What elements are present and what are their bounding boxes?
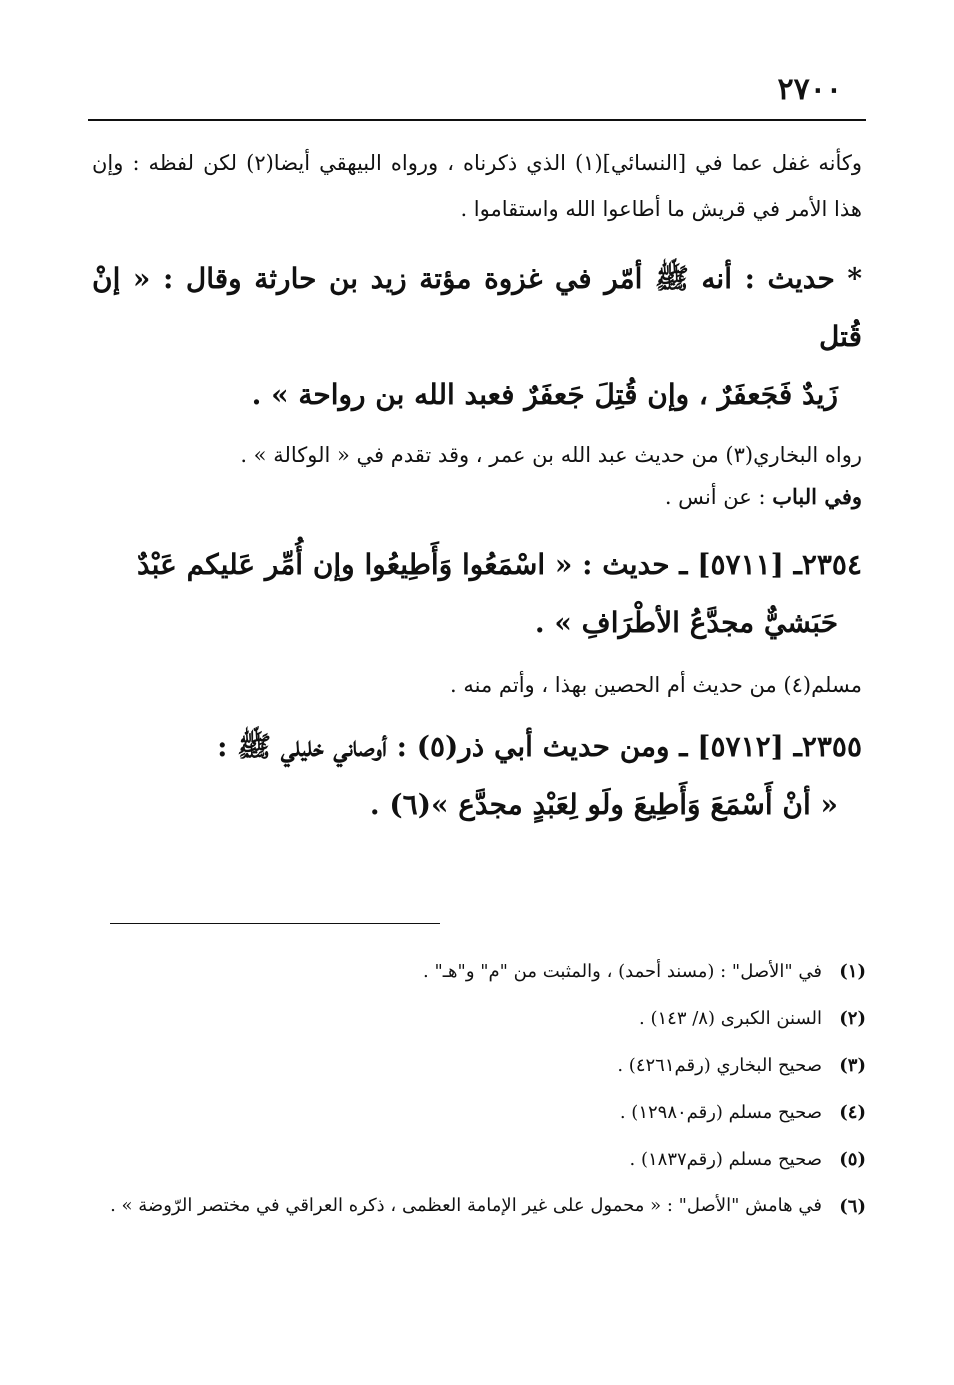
paragraph-bukhari: رواه البخاري(٣) من حديث عبد الله بن عمر ، وقد تقدم في « الوكالة » . — [240, 443, 862, 467]
footnote-number: (٥) — [839, 1149, 866, 1170]
footnote-1 — [96, 948, 866, 995]
footnote-number: (١) — [839, 961, 866, 982]
footnote-4 — [96, 1089, 866, 1136]
footnote-number: (٤) — [839, 1102, 866, 1123]
footnote-text: في هامش "الأصل" : « محمول على غير الإمامة العظمى ، ذكره العراقي في مختصر الرّوضة » . — [110, 1195, 822, 1216]
paragraph-muslim: مسلم(٤) من حديث أم الحصين بهذا ، وأتم منه . — [450, 673, 862, 697]
hadith-2354-line2: حَبَشيٌّ مجدَّعُ الأطْرَافِ » . — [534, 606, 838, 639]
footnote-2 — [96, 995, 866, 1042]
hadith-mutah — [92, 250, 862, 424]
page-number: ٢٧٠٠ — [777, 72, 842, 107]
hadith-mutah-line1: * حديث : أنه ﷺ أمّر في غزوة مؤتة زيد بن حارثة وقال : « إنْ قُتل — [92, 262, 862, 353]
paragraph-bab — [92, 476, 862, 518]
footnotes — [96, 948, 866, 1230]
hadith-2354-line1: ٢٣٥٤ـ [٥٧١١] ـ حديث : « اسْمَعُوا وَأَطِيعُوا وإن أُمِّر عَليكم عَبْدٌ — [136, 548, 862, 581]
hadith-2354 — [92, 536, 862, 652]
header-rule — [88, 119, 866, 121]
footnote-6 — [96, 1183, 866, 1230]
hadith-mutah-line2: زَيدٌ فَجَعفَرٌ ، وإن قُتِلَ جَعفَرٌ فعبد الله بن رواحة » . — [251, 378, 838, 411]
footnote-text: في "الأصل" : (مسند أحمد) ، والمثبت من "م" و"هـ" . — [423, 961, 822, 982]
bab-label: وفي الباب — [772, 484, 862, 509]
footnote-number: (٢) — [839, 1008, 866, 1029]
footnote-number: (٣) — [839, 1055, 866, 1076]
bab-text: : عن أنس . — [664, 485, 766, 509]
hadith-2355 — [92, 718, 862, 834]
footnote-rule — [110, 923, 440, 924]
footnote-text: صحيح مسلم (رقم١٨٣٧) . — [629, 1149, 822, 1170]
footnote-text: صحيح البخاري (رقم٤٢٦١) . — [617, 1055, 822, 1076]
hadith-2355-line2: « أنْ أَسْمَعَ وَأَطِيعَ ولَو لِعَبْدٍ مجدَّع »(٦) . — [369, 788, 838, 821]
footnote-number: (٦) — [839, 1196, 866, 1217]
footnote-5 — [96, 1136, 866, 1183]
footnote-3 — [96, 1042, 866, 1089]
footnote-text: السنن الكبرى (٨/ ١٤٣) . — [639, 1008, 822, 1029]
main-content — [92, 140, 862, 834]
paragraph-intro: وكأنه غفل عما في [النسائي](١) الذي ذكرناه ، ورواه البيهقي أيضا(٢) لكن لفظه : وإن هذا الأمر في قريش ما أطاعوا الله واستقاموا . — [92, 151, 863, 221]
footnote-text: صحيح مسلم (رقم١٢٩٨٠) . — [619, 1102, 822, 1123]
hadith-2355-line1: ٢٣٥٥ـ [٥٧١٢] ـ ومن حديث أبي ذر(٥) : أوصاني خليلي ﷺ : — [217, 730, 862, 763]
